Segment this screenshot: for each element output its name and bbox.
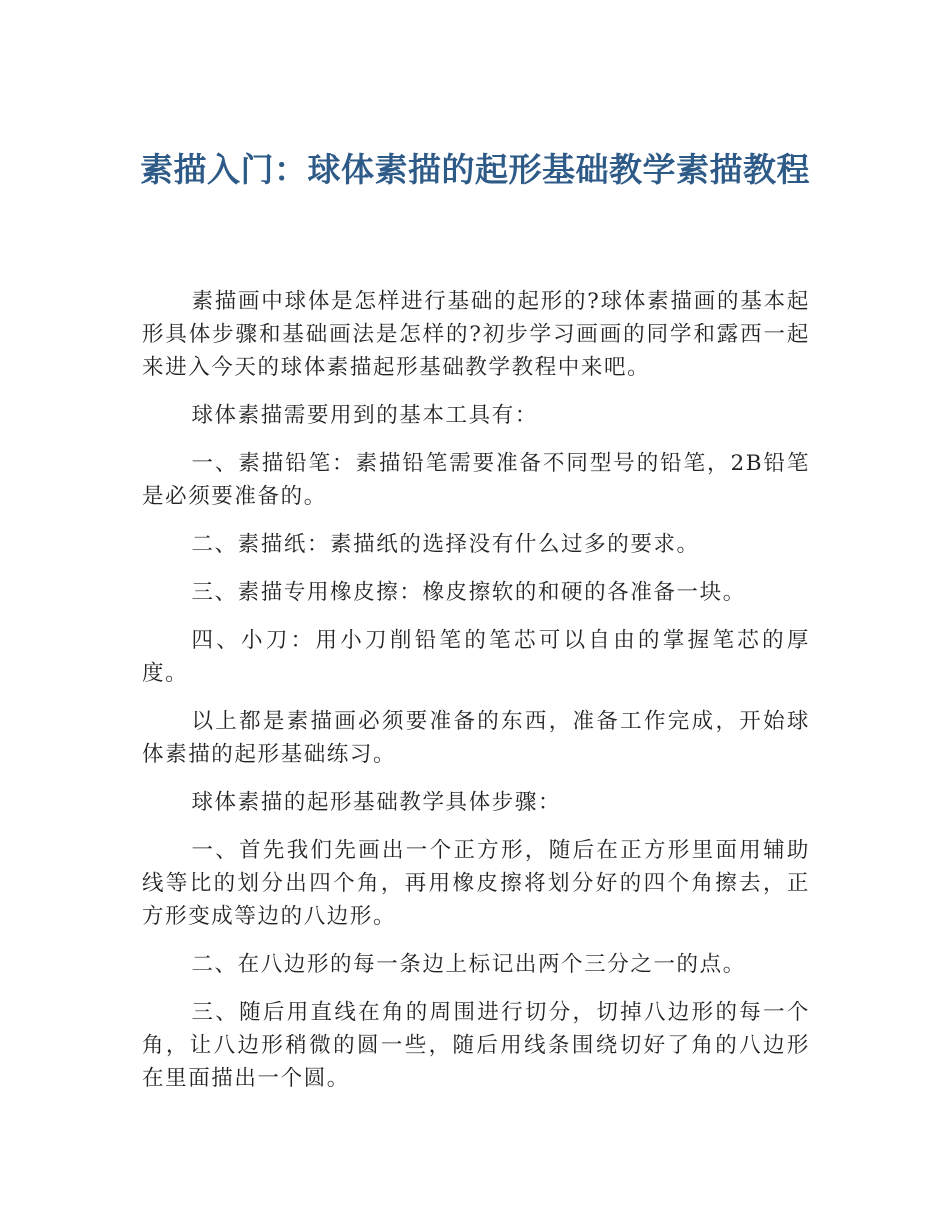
paragraph-step-3: 三、随后用直线在角的周围进行切分，切掉八边形的每一个角，让八边形稍微的圆一些，随后用线条围绕切好了角的八边形在里面描出一个圆。 <box>142 1000 810 1091</box>
paragraph-steps-heading: 球体素描的起形基础教学具体步骤： <box>191 790 562 815</box>
paragraph-prep-done: 以上都是素描画必须要准备的东西，准备工作完成，开始球体素描的起形基础练习。 <box>142 709 810 767</box>
paragraph-tool-knife: 四、小刀：用小刀削铅笔的笔芯可以自由的掌握笔芯的厚度。 <box>142 628 810 686</box>
paragraph-tools-heading: 球体素描需要用到的基本工具有： <box>191 403 538 428</box>
paragraph-step-1: 一、首先我们先画出一个正方形，随后在正方形里面用辅助线等比的划分出四个角，再用橡皮擦将划分好的四个角擦去，正方形变成等边的八边形。 <box>142 838 810 929</box>
article-body <box>142 285 810 1110</box>
paragraph-intro: 素描画中球体是怎样进行基础的起形的?球体素描画的基本起形具体步骤和基础画法是怎样的?初步学习画画的同学和露西一起来进入今天的球体素描起形基础教学教程中来吧。 <box>142 289 810 380</box>
paragraph-step-2: 二、在八边形的每一条边上标记出两个三分之一的点。 <box>191 952 746 977</box>
paragraph-tool-pencil: 一、素描铅笔：素描铅笔需要准备不同型号的铅笔，2B铅笔是必须要准备的。 <box>142 451 810 509</box>
page-title: 素描入门：球体素描的起形基础教学素描教程 <box>140 150 810 189</box>
paragraph-tool-paper: 二、素描纸：素描纸的选择没有什么过多的要求。 <box>191 532 700 557</box>
paragraph-tool-eraser: 三、素描专用橡皮擦：橡皮擦软的和硬的各准备一块。 <box>191 580 746 605</box>
